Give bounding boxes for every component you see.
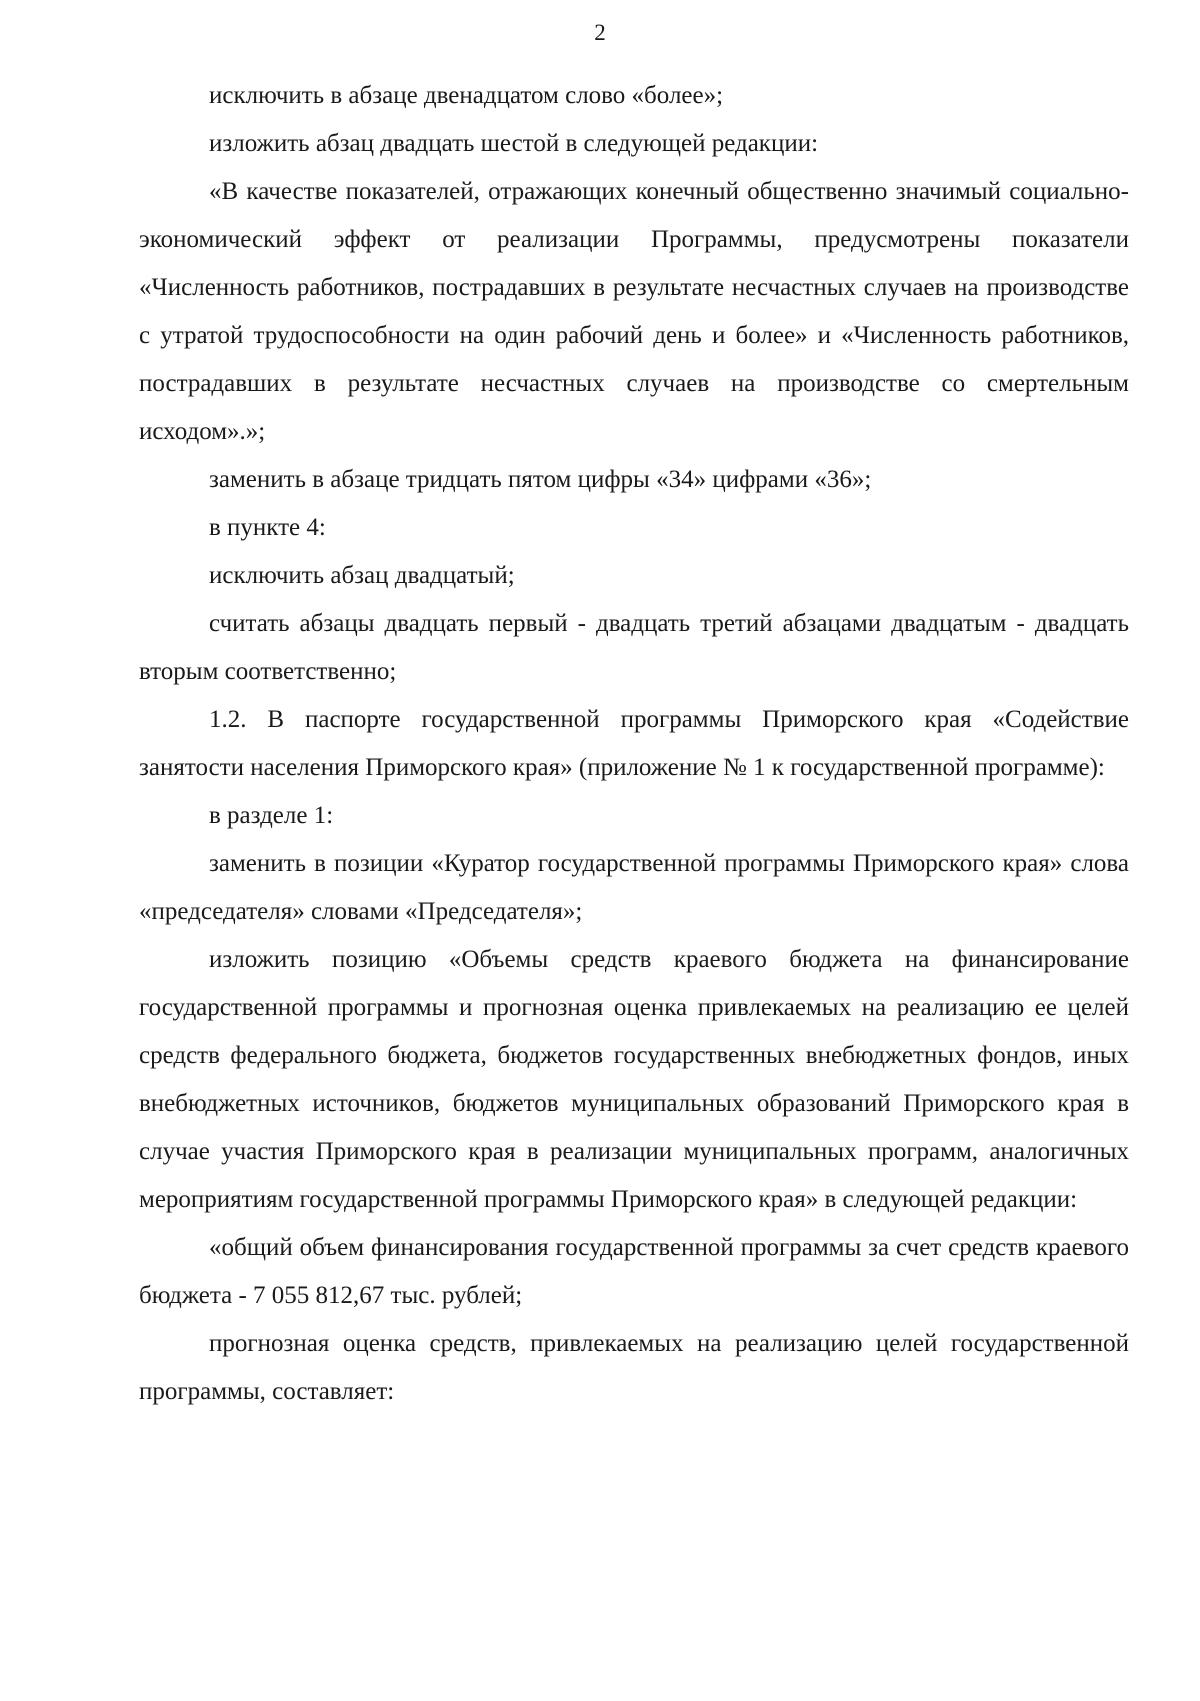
paragraph-curator: заменить в позиции «Куратор государственной программы Приморского края» слова «председателя» словами «Председателя»; (139, 850, 1129, 925)
document-body (139, 72, 1129, 1416)
paragraph-total-funding: «общий объем финансирования государственной программы за счет средств краевого бюджета - 7 055 812,67 тыс. рублей; (139, 1234, 1129, 1309)
paragraph-renumber: считать абзацы двадцать первый - двадцать третий абзацами двадцатым - двадцать вторым соответственно; (139, 610, 1129, 685)
paragraph-passport-1-2: 1.2. В паспорте государственной программы Приморского края «Содействие занятости населения Приморского края» (приложение № 1 к государственной программе): (139, 706, 1129, 781)
page-number: 2 (594, 20, 606, 45)
paragraph-replace-digits: заменить в абзаце тридцать пятом цифры «34» цифрами «36»; (209, 466, 872, 493)
paragraph-exclude-word: исключить в абзаце двенадцатом слово «более»; (209, 82, 724, 109)
paragraph-exclude-20: исключить абзац двадцатый; (209, 562, 515, 589)
paragraph-funding-position: изложить позицию «Объемы средств краевого бюджета на финансирование государственной программы и прогнозная оценка привлекаемых на реализацию ее целей средств федерального бюджета, бюджетов государственных внебюджетных фондов, иных внебюджетных источников, бюджетов муниципальных образований Приморского края в случае участия Приморского края в реализации муниципальных программ, аналогичных мероприятиям государственной программы Приморского края» в следующей редакции: (139, 946, 1129, 1213)
paragraph-forecast: прогнозная оценка средств, привлекаемых на реализацию целей государственной программы, составляет: (139, 1330, 1129, 1405)
paragraph-restate-26: изложить абзац двадцать шестой в следующей редакции: (209, 130, 819, 157)
paragraph-clause-4: в пункте 4: (209, 514, 326, 541)
paragraph-section-1: в разделе 1: (209, 802, 334, 829)
paragraph-indicators-quote: «В качестве показателей, отражающих конечный общественно значимый социально-экономический эффект от реализации Программы, предусмотрены показатели «Численность работников, пострадавших в результате несчастных случаев на производстве с утратой трудоспособности на один рабочий день и более» и «Численность работников, пострадавших в результате несчастных случаев на производстве со смертельным исходом».»; (139, 178, 1129, 445)
